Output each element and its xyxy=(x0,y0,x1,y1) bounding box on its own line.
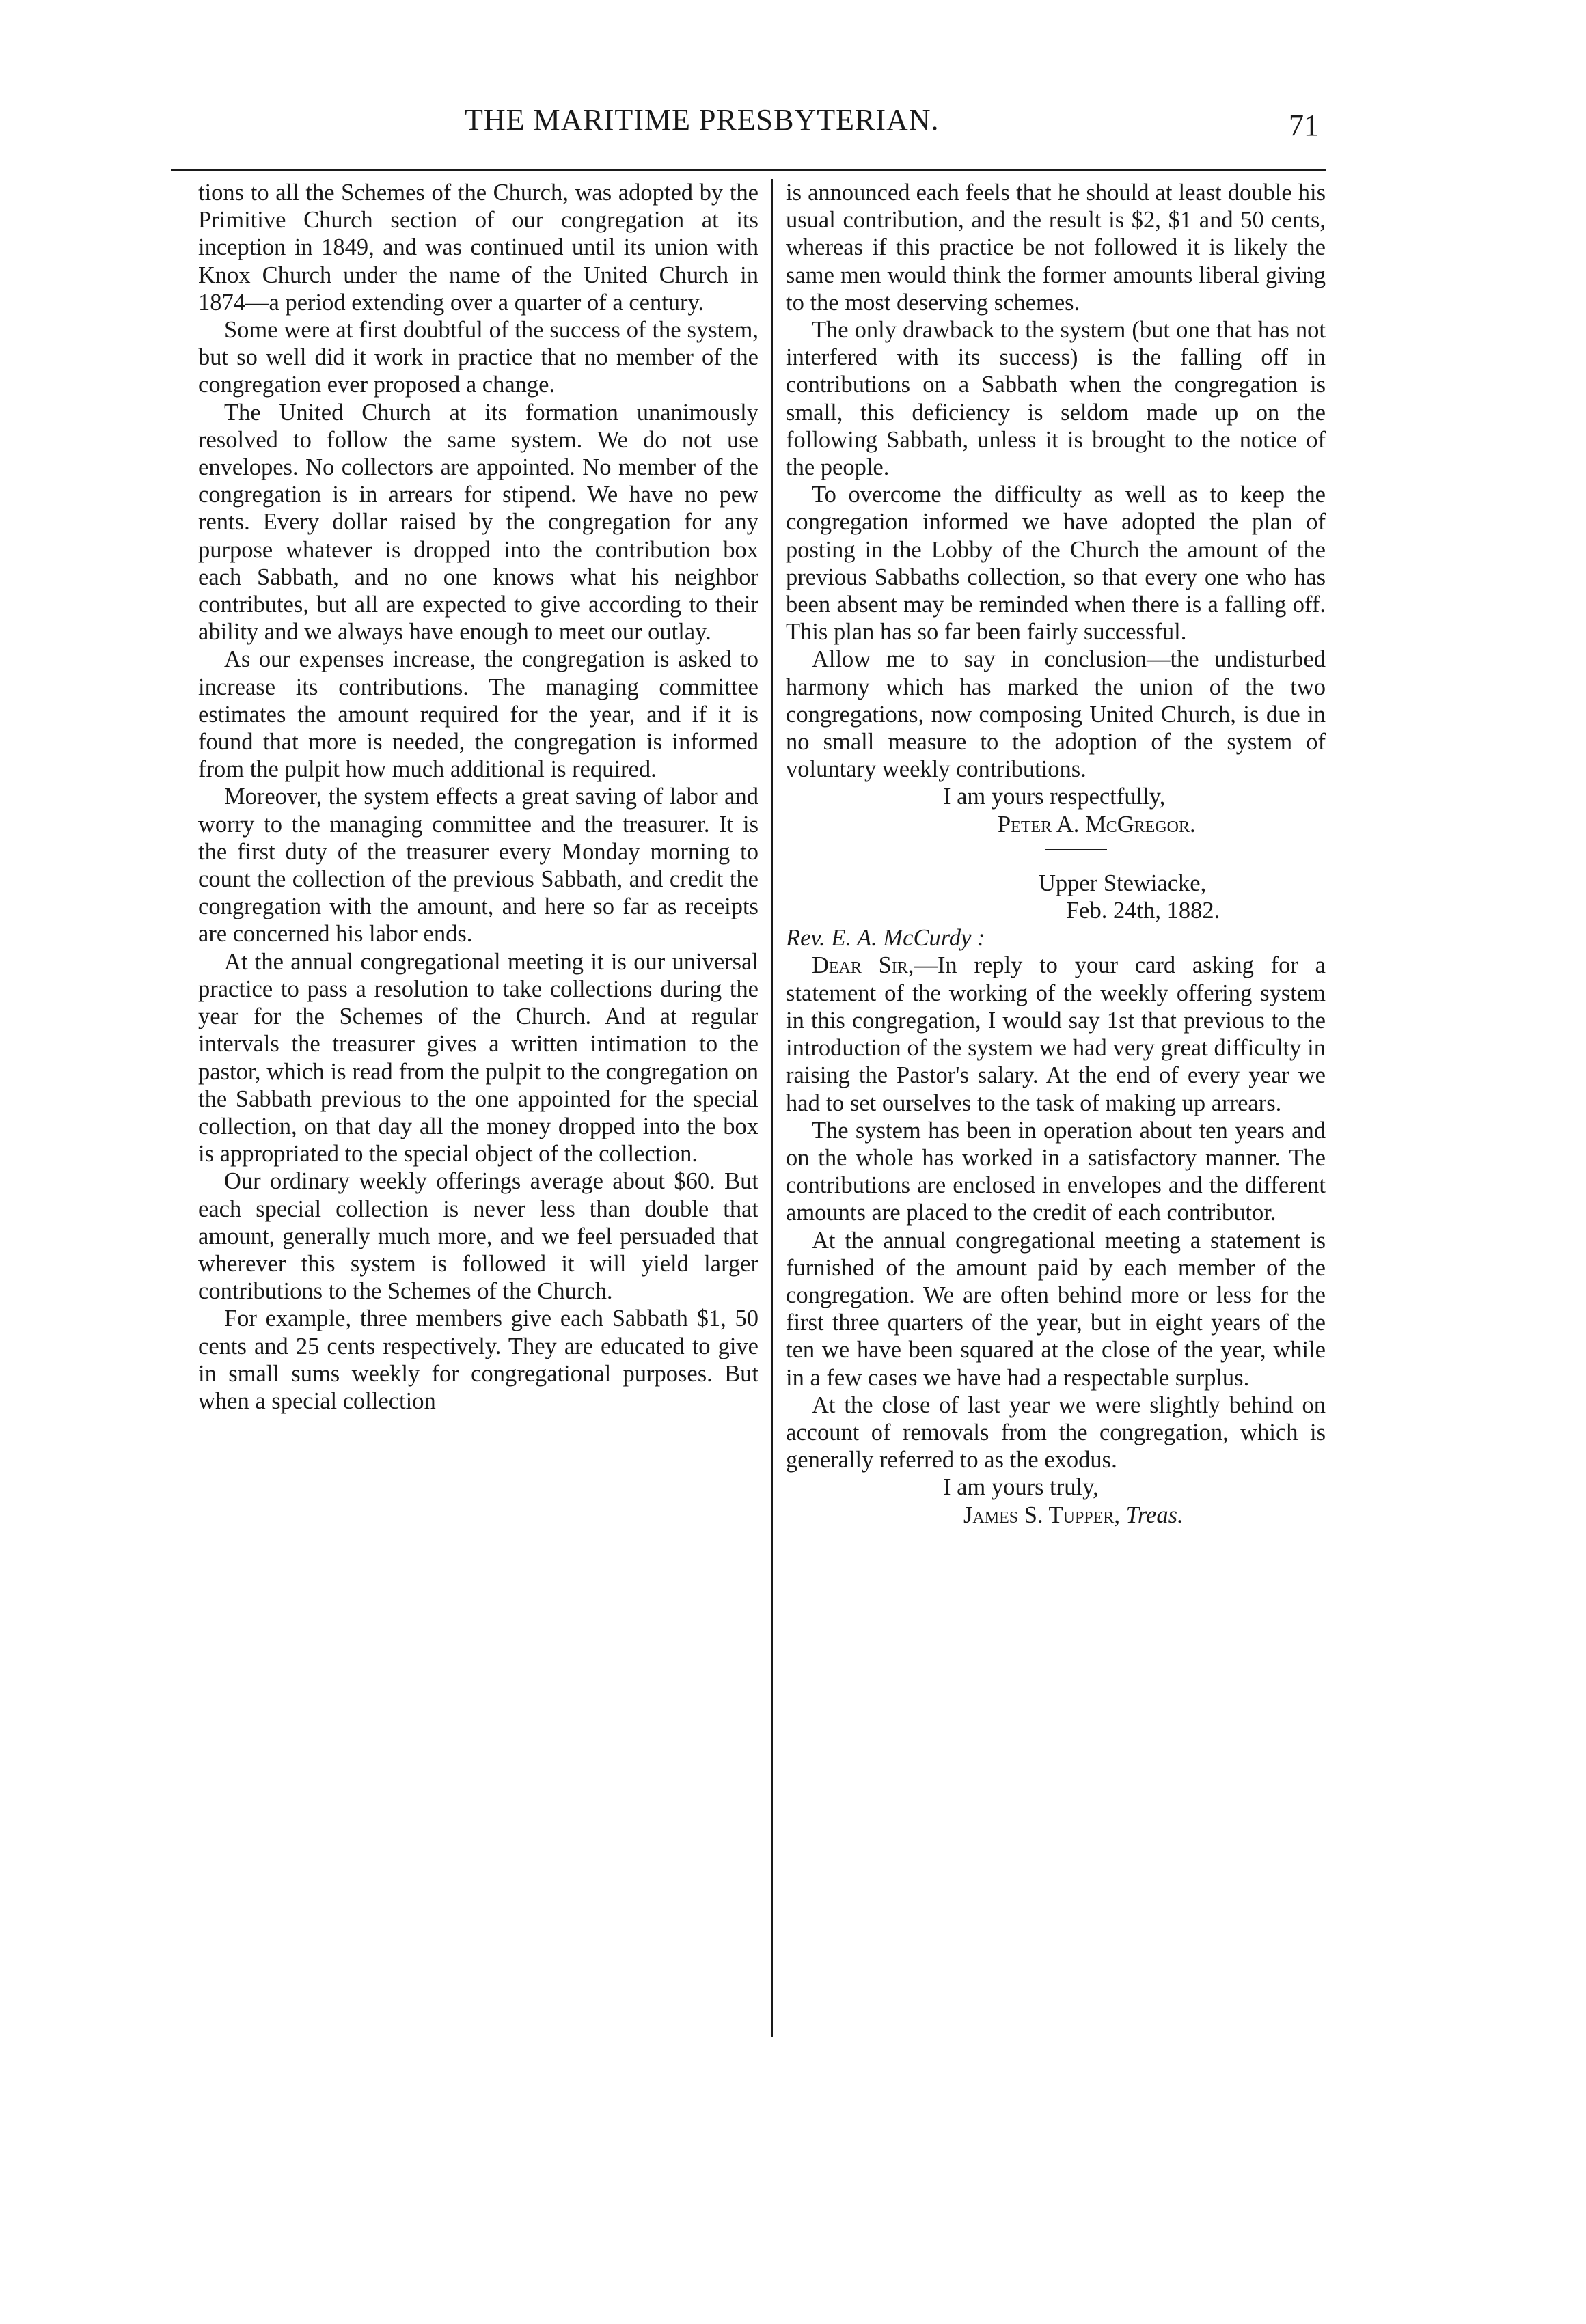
salutation: Dear Sir, xyxy=(811,952,914,979)
paragraph: At the annual congregational meeting a statement is furnished of the amount paid by each member of the congregation. We are often behind more or less for the first three quarters of the year, but in eight years of the ten we have been squared at the close of the year, while in a few cases we have had a respectable surplus. xyxy=(786,1227,1326,1391)
letter-date: Feb. 24th, 1882. xyxy=(1066,898,1220,924)
left-column xyxy=(198,179,758,1415)
letter-signature: Peter A. McGregor. xyxy=(998,811,1196,838)
paragraph: At the annual congregational meeting it is our universal practice to pass a resolution to take collections during the year for the Schemes of the Church. And at regular intervals the treasurer gives a written intimation to the pastor, which is read from the pulpit to the congregation on the Sabbath previous to the one appointed for the special collection, on that day all the money dropped into the box is appropriated to the special object of the collection. xyxy=(198,948,758,1167)
letter-closing: I am yours truly, xyxy=(943,1474,1099,1501)
page-number: 71 xyxy=(1289,109,1319,142)
paragraph: Moreover, the system effects a great saving of labor and worry to the managing committee and the treasurer. It is the first duty of the treasurer every Monday morning to count the collection of the previous Sabbath, and credit the congregation with the amount, and here so far as receipts are concerned his labor ends. xyxy=(198,784,758,947)
paragraph: Allow me to say in conclusion—the undisturbed harmony which has marked the union of the two congregations, now composing United Church, is due in no small measure to the adoption of the system of voluntary weekly contributions. xyxy=(786,646,1326,783)
paragraph: The United Church at its formation unanimously resolved to follow the same system. We do not use envelopes. No collectors are appointed. No member of the congregation is in arrears for stipend. We have no pew rents. Every dollar raised by the congregation for any purpose whatever is dropped into the contribution box each Sabbath, and no one knows what his neighbor contributes, but all are expected to give according to their ability and we always have enough to meet our outlay. xyxy=(198,399,758,646)
paragraph: Some were at first doubtful of the success of the system, but so well did it work in practice that no member of the congregation ever proposed a change. xyxy=(198,317,758,398)
divider-rule xyxy=(1045,849,1107,850)
letter-paragraph xyxy=(786,952,1326,1116)
paragraph: is announced each feels that he should at least double his usual contribution, and the result is $2, $1 and 50 cents, whereas if this practice be not followed it is likely the same men would think the former amounts liberal giving to the most deserving schemes. xyxy=(786,180,1326,316)
paragraph: To overcome the difficulty as well as to keep the congregation informed we have adopted the plan of posting in the Lobby of the Church the amount of the previous Sabbaths collection, so that every one who has been absent may be reminded when there is a falling off. This plan has so far been fairly successful. xyxy=(786,482,1326,646)
signature-title: Treas. xyxy=(1125,1502,1184,1528)
right-column xyxy=(786,179,1326,1529)
page-header xyxy=(212,102,1319,150)
paragraph: tions to all the Schemes of the Church, was adopted by the Primitive Church section of our congregation at its inception in 1849, and was continued until its union with Knox Church under the name of the United Church in 1874—a period extending over a quarter of a century. xyxy=(198,180,758,316)
paragraph: Our ordinary weekly offerings average about $60. But each special collection is never less than double that amount, generally much more, and we feel persuaded that wherever this system is followed it will yield larger contributions to the Schemes of the Church. xyxy=(198,1168,758,1305)
paragraph: The only drawback to the system (but one that has not interfered with its success) is the falling off in contributions on a Sabbath when the congregation is small, this deficiency is seldom made up on the following Sabbath, unless it is brought to the notice of the people. xyxy=(786,317,1326,481)
letter-signature xyxy=(786,1502,1326,1529)
running-head: THE MARITIME PRESBYTERIAN. xyxy=(465,103,940,137)
letter-closing: I am yours respectfully, xyxy=(943,784,1166,810)
paragraph: As our expenses increase, the congregation is asked to increase its contributions. The managing committee estimates the amount required for the year, and if it is found that more is needed, the congregation is informed from the pulpit how much additional is required. xyxy=(198,646,758,783)
letter-text: —In reply to your card asking for a statement of the working of the weekly offering system in this congregation, I would say 1st that previous to the introduction of the system we had very great difficulty in raising the Pastor's salary. At the end of every year we had to set ourselves to the task of making up arrears. xyxy=(786,952,1326,1116)
column-divider xyxy=(771,179,773,2037)
header-rule xyxy=(171,169,1326,171)
letter-place: Upper Stewiacke, xyxy=(1039,870,1207,896)
letter-addressee: Rev. E. A. McCurdy : xyxy=(786,925,985,952)
signature-name: James S. Tupper, xyxy=(963,1502,1120,1528)
paragraph: The system has been in operation about ten years and on the whole has worked in a satisfactory manner. The contributions are enclosed in envelopes and the different amounts are placed to the credit of each contributor. xyxy=(786,1117,1326,1226)
paragraph: For example, three members give each Sabbath $1, 50 cents and 25 cents respectively. They are educated to give in small sums weekly for congregational purposes. But when a special collection xyxy=(198,1305,758,1414)
paragraph: At the close of last year we were slightly behind on account of removals from the congregation, which is generally referred to as the exodus. xyxy=(786,1392,1326,1474)
